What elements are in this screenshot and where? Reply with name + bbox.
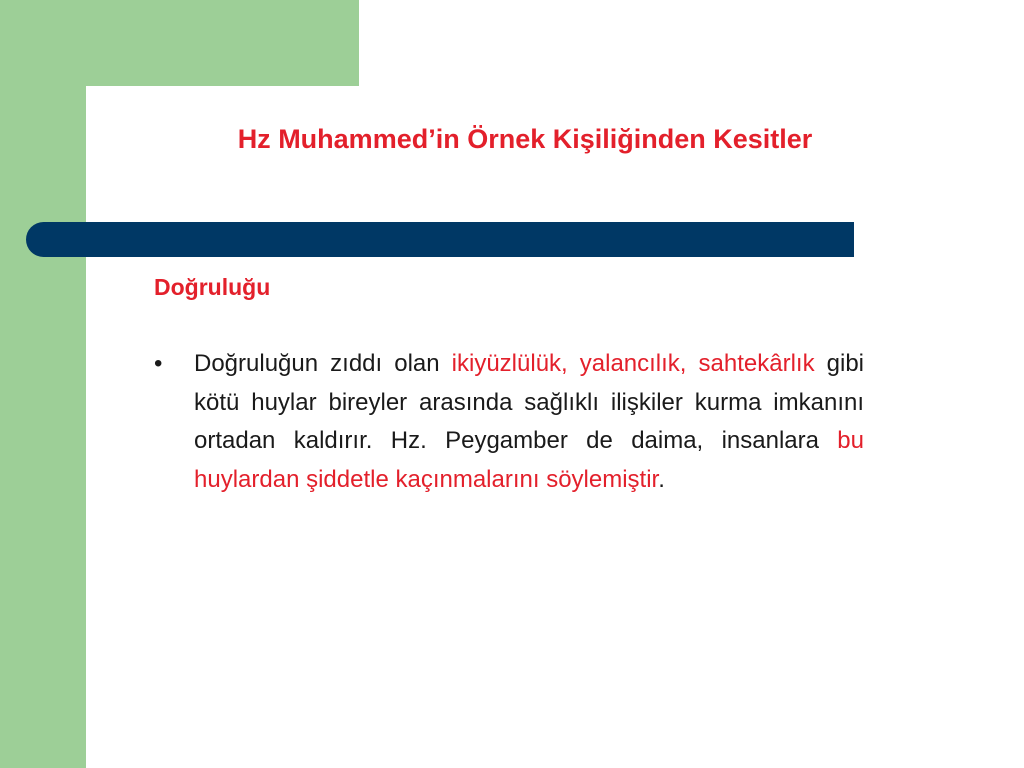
text-segment: . bbox=[658, 465, 665, 493]
bullet-item bbox=[154, 345, 864, 499]
text-segment: Doğruluğun zıddı olan bbox=[194, 350, 452, 377]
bullet-list bbox=[154, 345, 864, 499]
bullet-text bbox=[194, 345, 864, 499]
green-top-block bbox=[0, 0, 359, 86]
section-heading: Doğruluğu bbox=[154, 274, 271, 300]
text-segment: gibi kötü huylar bireyler arasında sağlıklı ilişkiler kurma imkanını ortadan kaldırır. Hz. Peygamber de daima, insanlara bbox=[194, 350, 865, 454]
bullet-marker: • bbox=[154, 350, 163, 377]
highlighted-text: bu huylardan şiddetle kaçınmalarını söylemiştir bbox=[194, 427, 864, 493]
slide-title: Hz Muhammed’in Örnek Kişiliğinden Kesitler bbox=[237, 124, 813, 154]
title-divider-bar bbox=[26, 222, 854, 257]
green-side-strip bbox=[0, 0, 86, 768]
highlighted-text: ikiyüzlülük, yalancılık, sahtekârlık bbox=[451, 350, 815, 377]
